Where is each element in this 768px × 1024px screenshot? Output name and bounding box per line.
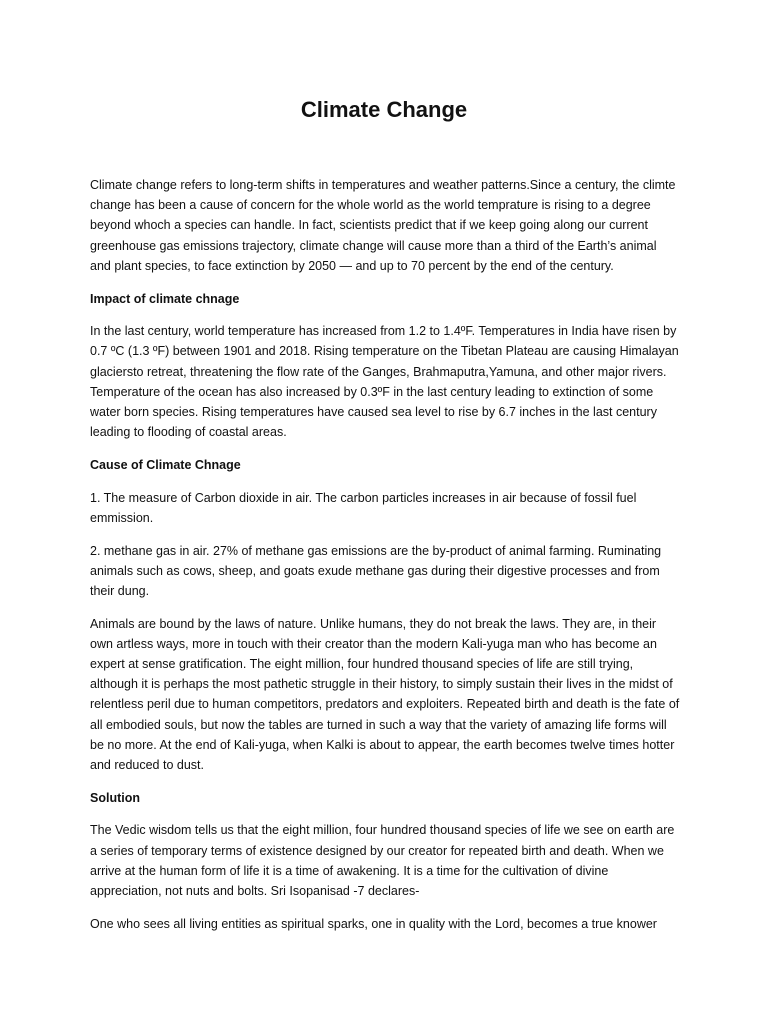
section-heading-solution: Solution bbox=[90, 790, 140, 805]
solution-paragraph: The Vedic wisdom tells us that the eight million, four hundred thousand species of life we see on earth are a series of temporary terms of existence designed by our creator for repeated birth and death. When we arrive at the human form of life it is a time of awakening. It is a time for the cultivation of divine appreciation, not nuts and bolts. Sri Isopanisad -7 declares- bbox=[90, 823, 675, 899]
intro-paragraph: Climate change refers to long-term shifts in temperatures and weather patterns.Since a century, the climte change has been a cause of concern for the whole world as the world temprature is rising to a degree beyond whoch a species can handle. In fact, scientists predict that if we keep going along our current greenhouse gas emissions trajectory, climate change will cause more than a third of the Earth’s animal and plant species, to face extinction by 2050 — and up to 70 percent by the end of the century. bbox=[90, 178, 676, 273]
document-title: Climate Change bbox=[300, 97, 468, 122]
document-body bbox=[90, 175, 680, 947]
closing-paragraph: One who sees all living entities as spiritual sparks, one in quality with the Lord, becomes a true knower bbox=[90, 916, 657, 931]
cause-item-2: 2. methane gas in air. 27% of methane gas emissions are the by-product of animal farming. Ruminating animals such as cows, sheep, and goats exude methane gas during their digestive processes and from their dung. bbox=[90, 543, 662, 598]
section-heading-cause: Cause of Climate Chnage bbox=[90, 457, 241, 472]
animals-paragraph: Animals are bound by the laws of nature. Unlike humans, they do not break the laws. They are, in their own artless ways, more in touch with their creator than the modern Kali-yuga man who has become an expert at sense gratification. The eight million, four hundred thousand species of life are still trying, although it is perhaps the most pathetic struggle in their history, to simply sustain their lives in the midst of relentless peril due to human competitors, predators and exploiters. Repeated birth and death is the fate of all embodied souls, but now the tables are turned in such a way that the variety of amazing life forms will be no more. At the end of Kali-yuga, when Kalki is about to appear, the earth becomes twelve times hotter and reduced to dust. bbox=[90, 616, 680, 773]
section-heading-impact: Impact of climate chnage bbox=[90, 291, 240, 306]
cause-item-1: 1. The measure of Carbon dioxide in air. The carbon particles increases in air because of fossil fuel emmission. bbox=[90, 490, 637, 525]
impact-paragraph: In the last century, world temperature has increased from 1.2 to 1.4ºF. Temperatures in India have risen by 0.7 ºC (1.3 ºF) between 1901 and 2018. Rising temperature on the Tibetan Plateau are causing Himalayan glaciersto retreat, threatening the flow rate of the Ganges, Brahmaputra,Yamuna, and other major rivers. Temperature of the ocean has also increased by 0.3ºF in the last century leading to extinction of some water born species. Rising temperatures have caused sea level to rise by 6.7 inches in the last century leading to flooding of coastal areas. bbox=[90, 324, 679, 440]
